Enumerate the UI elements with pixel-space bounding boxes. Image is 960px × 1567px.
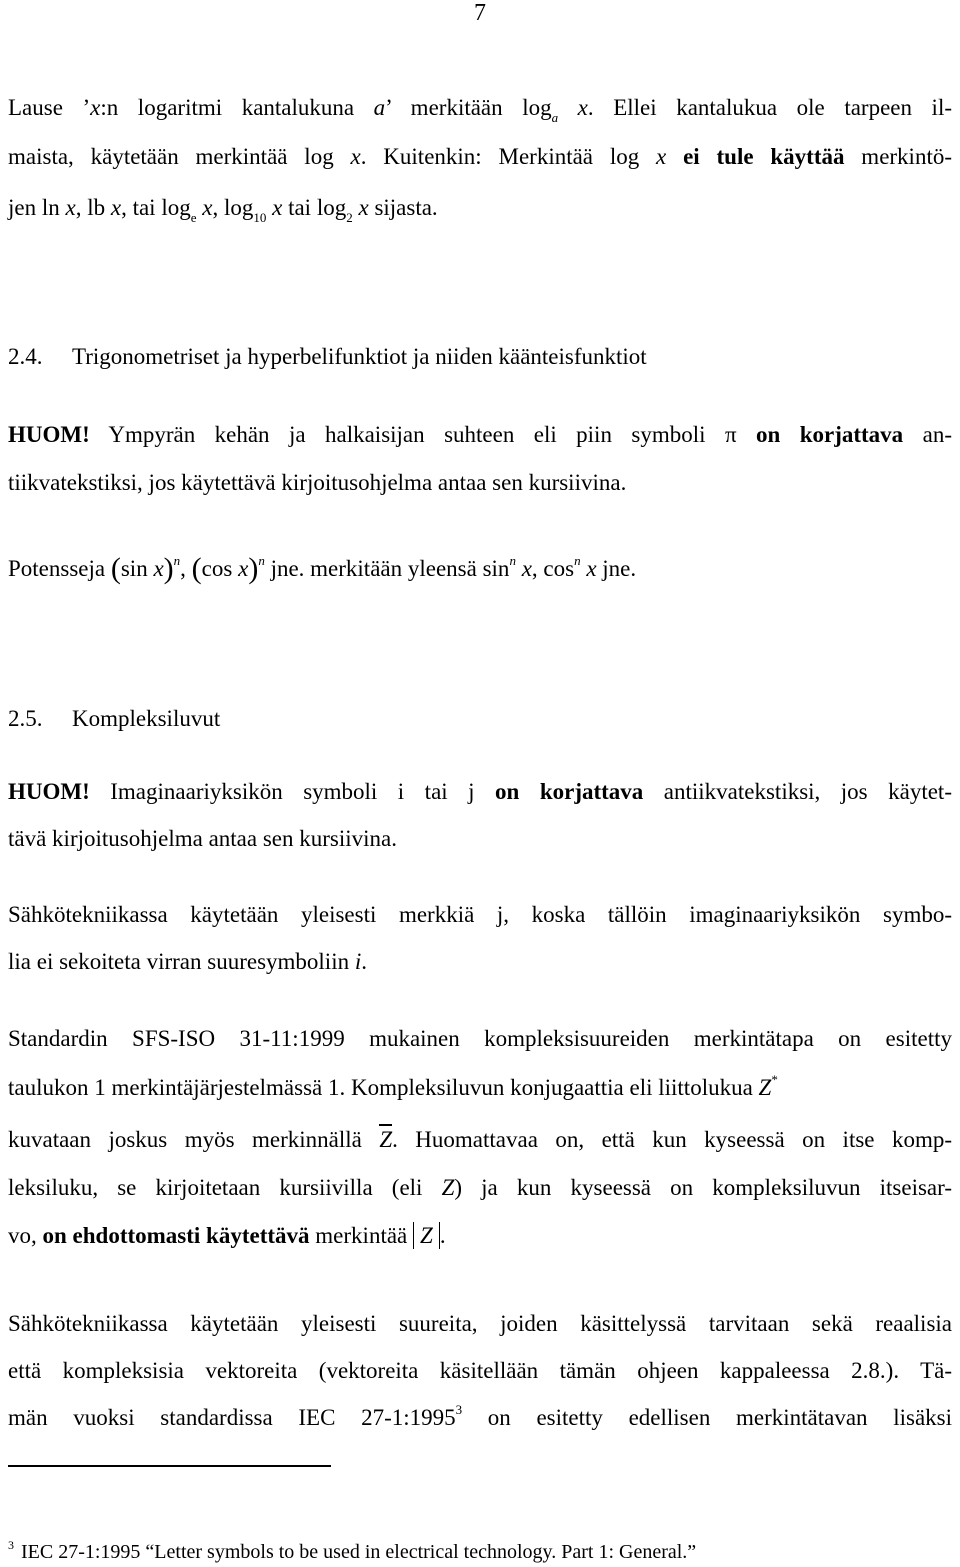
para5-line2: lia ei sekoiteta virran suuresymboliin i. bbox=[8, 949, 367, 974]
footnote-text: IEC 27-1:1995 “Letter symbols to be used in electrical technology. Part 1: General.” bbox=[16, 1541, 697, 1563]
para7-line1: Sähkötekniikassa käytetään yleisesti suureita, joiden käsittelyssä tarvitaan sekä reaalisia bbox=[8, 1311, 952, 1336]
para3-powers-line: Potensseja (sin x)$^n$, (cos x)$^n$ jne. merkitään yleensä $\sin^n x$, $\cos^n x$ jne. bbox=[8, 552, 637, 585]
para6-line5: vo, on ehdottomasti käytettävä merkintää Z . bbox=[8, 1223, 446, 1248]
para6-line1: Standardin SFS-ISO 31-11:1999 mukainen kompleksisuureiden merkintätapa on esitetty bbox=[8, 1026, 952, 1051]
absolute-value-z: Z bbox=[413, 1222, 440, 1249]
footnote-separator bbox=[8, 1465, 331, 1467]
section-number: 2.5. bbox=[8, 706, 43, 731]
para4-line2: tävä kirjoitusohjelma antaa sen kursiivina. bbox=[8, 826, 397, 851]
section-title: Kompleksiluvut bbox=[72, 706, 221, 731]
footnote bbox=[8, 1538, 697, 1564]
z-conjugate-overbar: Z bbox=[379, 1124, 392, 1152]
para1-line3: jen ln x, lb x, tai $\log_e x$, $\log_{10} x$ tai $\log_2 x$ sijasta. bbox=[8, 195, 438, 225]
para7-line3: män vuoksi standardissa IEC 27-1:1995$^3$ on esitetty edellisen merkintätavan lisäksi bbox=[8, 1402, 952, 1430]
page-number: 7 bbox=[474, 0, 486, 26]
section-heading-2-4 bbox=[8, 344, 647, 370]
section-heading-2-5 bbox=[8, 706, 220, 732]
para6-line4: leksiluku, se kirjoitetaan kursiivilla (eli Z) ja kun kyseessä on kompleksiluvun itseisar- bbox=[8, 1175, 952, 1200]
para4-line1: HUOM! Imaginaariyksikön symboli i tai j on korjattava antiikvatekstiksi, jos käytet- bbox=[8, 779, 952, 804]
para6-line2: taulukon 1 merkintäjärjestelmässä 1. Kompleksiluvun konjugaattia eli liittolukua Z* bbox=[8, 1072, 778, 1100]
para2-line2: tiikvatekstiksi, jos käytettävä kirjoitusohjelma antaa sen kursiivina. bbox=[8, 470, 627, 495]
para1-line1: Lause ’x:n logaritmi kantalukuna a’ merkitään $\log_a x$. Ellei kantalukua ole tarpeen il- bbox=[8, 95, 952, 125]
section-title: Trigonometriset ja hyperbelifunktiot ja niiden käänteisfunktiot bbox=[72, 344, 647, 369]
section-number: 2.4. bbox=[8, 344, 43, 369]
para5-line1: Sähkötekniikassa käytetään yleisesti merkkiä j, koska tällöin imaginaariyksikön symbo- bbox=[8, 902, 952, 927]
para2-line1: HUOM! Ympyrän kehän ja halkaisijan suhteen eli piin symboli π on korjattava an- bbox=[8, 422, 952, 447]
para6-line3: kuvataan joskus myös merkinnällä Z. Huomattavaa on, että kun kyseessä on itse komp- bbox=[8, 1128, 952, 1151]
footnote-mark: 3 bbox=[8, 1538, 14, 1552]
para7-line2: että kompleksisia vektoreita (vektoreita käsitellään tämän ohjeen kappaleessa 2.8.). Tä- bbox=[8, 1358, 952, 1383]
para1-line2: maista, käytetään merkintää log x. Kuitenkin: Merkintää log x ei tule käyttää merkintö- bbox=[8, 144, 952, 169]
